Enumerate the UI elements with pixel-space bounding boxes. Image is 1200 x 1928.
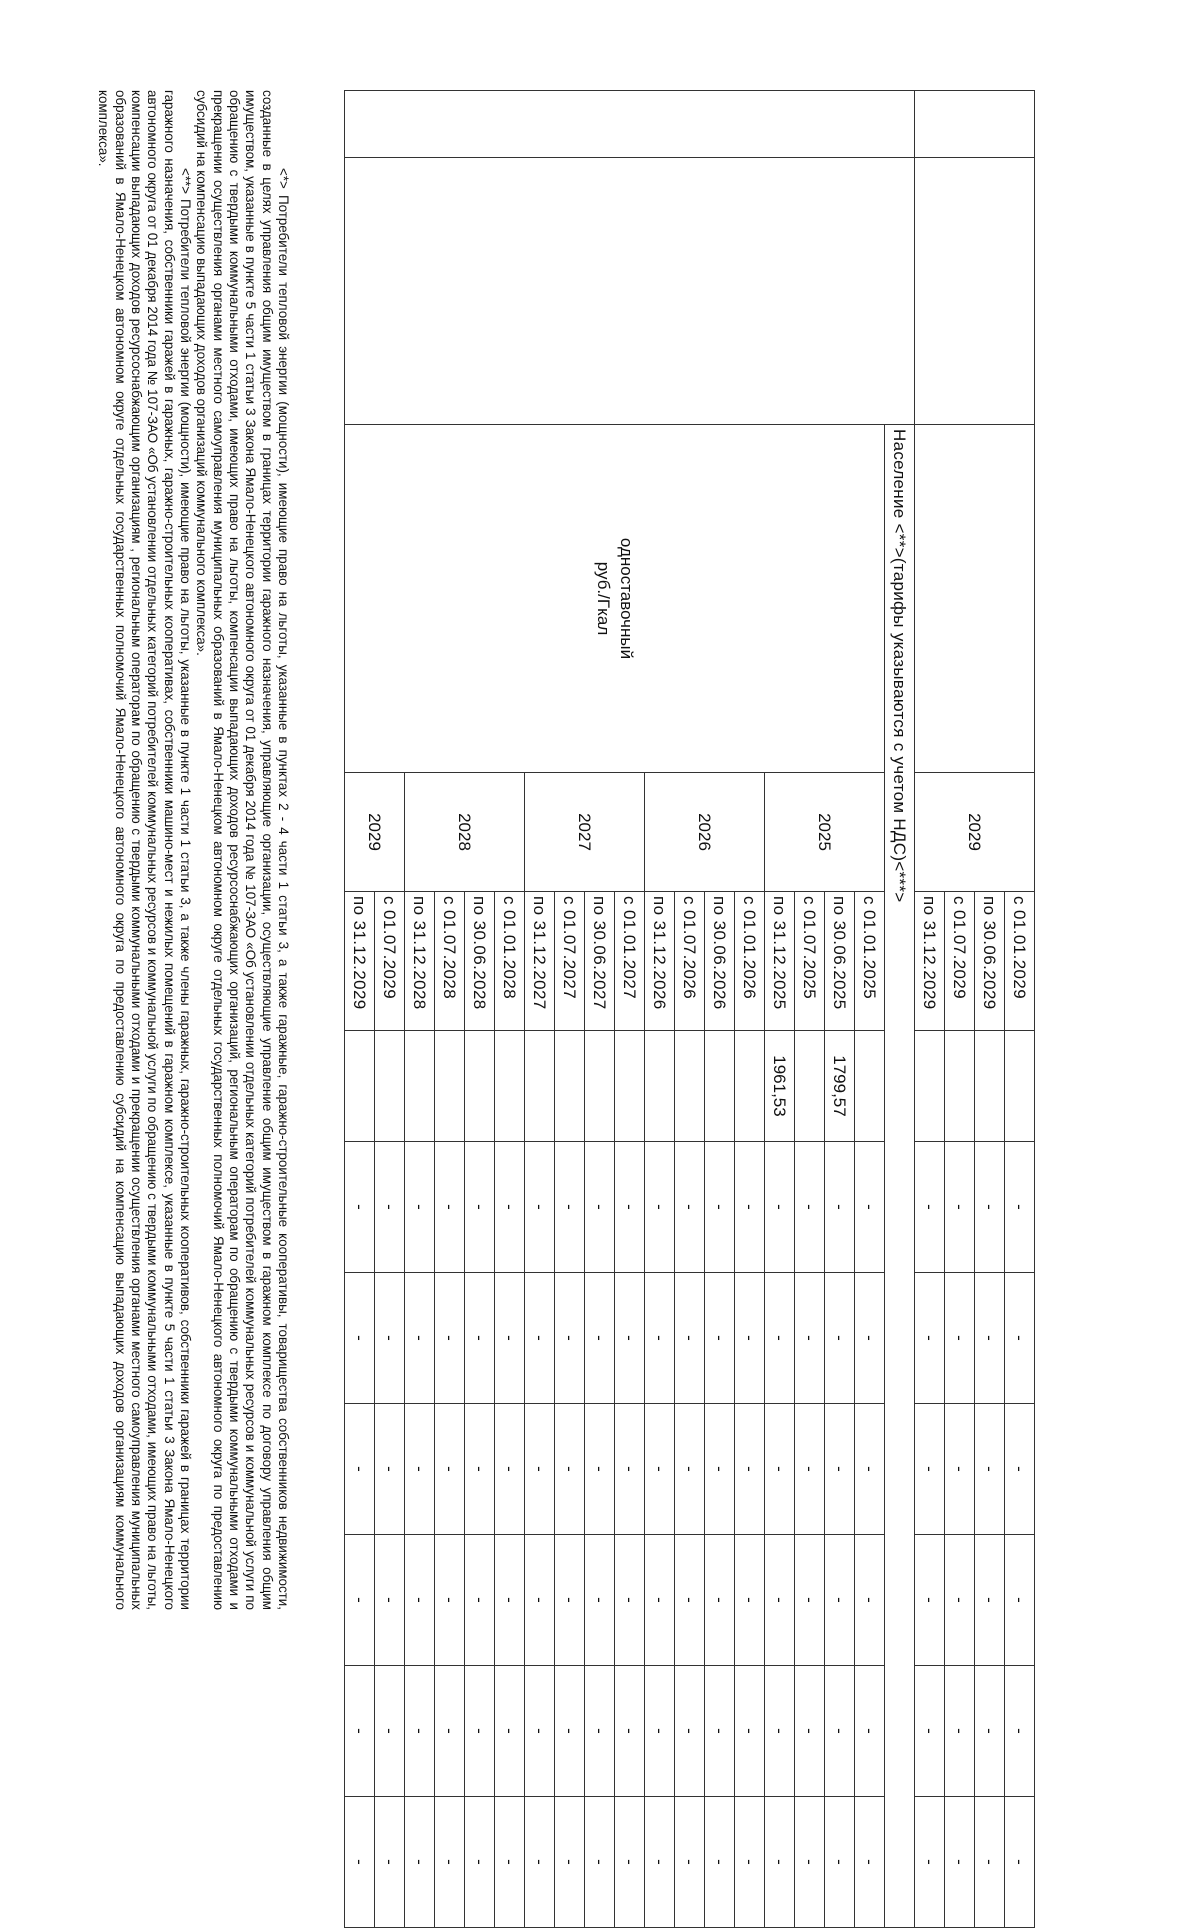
period-cell: с 01.07.2025: [795, 892, 825, 1031]
period-cell: по 30.06.2026: [705, 892, 735, 1031]
dash-cell: -: [915, 1273, 945, 1404]
dash-cell: -: [525, 1142, 555, 1273]
dash-cell: -: [345, 1666, 375, 1797]
value-cell: 1799,57: [825, 1031, 855, 1142]
blank-cell: [915, 158, 1035, 425]
dash-cell: -: [765, 1142, 795, 1273]
dash-cell: -: [765, 1404, 795, 1535]
dash-cell: -: [555, 1797, 585, 1928]
dash-cell: -: [765, 1797, 795, 1928]
dash-cell: -: [405, 1142, 435, 1273]
dash-cell: -: [435, 1142, 465, 1273]
dash-cell: -: [585, 1666, 615, 1797]
dash-cell: -: [645, 1535, 675, 1666]
footnotes: [95, 90, 291, 1610]
period-cell: по 31.12.2027: [525, 892, 555, 1031]
dash-cell: -: [375, 1535, 405, 1666]
section-row: [885, 91, 915, 1928]
dash-cell: -: [945, 1797, 975, 1928]
period-cell: с 01.01.2026: [735, 892, 765, 1031]
value-cell: [375, 1031, 405, 1142]
dash-cell: -: [825, 1273, 855, 1404]
dash-cell: -: [705, 1142, 735, 1273]
footnote-1: <*> Потребители тепловой энергии (мощности), имеющие право на льготы, указанные в пунктах 2 - 4 части 1 статьи 3, а также гаражные, гаражно-строительные кооперативы, товарищества собственников недвижимости, созданные в целях управления общим имуществом в границах территории гаражного назначения, управляющие организации, осуществляющие управление общим имуществом в гаражном комплексе по договору управления общим имуществом, указанные в пункте 5 части 1 статьи 3 Закона Ямало-Ненецкого автономного округа от 01 декабря 2014 года № 107-ЗАО «Об установлении отдельных категорий потребителей коммунальных ресурсов и коммунальной услуги по обращению с твердыми коммунальными отходами, имеющих право на льготы, компенсации выпадающих доходов ресурсоснабжающих организаций, региональным операторам по обращению с твердыми коммунальными отходами и прекращении осуществления органами местного самоуправления муниципальных образований в Ямало-Ненецком автономном округе отдельных государственных полномочий Ямало-Ненецкого автономного округа по предоставлению субсидий на компенсацию выпадающих доходов организаций коммунального комплекса».: [194, 90, 291, 1610]
dash-cell: -: [645, 1142, 675, 1273]
dash-cell: -: [795, 1404, 825, 1535]
year-cell: 2028: [405, 773, 525, 892]
dash-cell: -: [585, 1273, 615, 1404]
dash-cell: -: [915, 1666, 945, 1797]
dash-cell: -: [975, 1142, 1005, 1273]
dash-cell: -: [495, 1273, 525, 1404]
dash-cell: -: [915, 1535, 945, 1666]
period-cell: по 31.12.2028: [405, 892, 435, 1031]
year-cell: 2026: [645, 773, 765, 892]
period-cell: по 30.06.2028: [465, 892, 495, 1031]
blank-cell: [915, 425, 1035, 773]
dash-cell: -: [765, 1666, 795, 1797]
year-cell: 2029: [345, 773, 405, 892]
dash-cell: -: [825, 1404, 855, 1535]
dash-cell: -: [675, 1535, 705, 1666]
tariff-type: одноставочный: [616, 537, 636, 660]
dash-cell: -: [495, 1142, 525, 1273]
dash-cell: -: [525, 1666, 555, 1797]
dash-cell: -: [465, 1797, 495, 1928]
value-cell: 1961,53: [765, 1031, 795, 1142]
dash-cell: -: [345, 1797, 375, 1928]
dash-cell: -: [735, 1666, 765, 1797]
dash-cell: -: [555, 1142, 585, 1273]
dash-cell: -: [765, 1273, 795, 1404]
dash-cell: -: [525, 1535, 555, 1666]
dash-cell: -: [675, 1142, 705, 1273]
dash-cell: -: [405, 1273, 435, 1404]
table-row: [1005, 91, 1035, 1928]
dash-cell: -: [555, 1273, 585, 1404]
dash-cell: -: [1005, 1404, 1035, 1535]
dash-cell: -: [615, 1797, 645, 1928]
dash-cell: -: [855, 1273, 885, 1404]
period-cell: по 30.06.2025: [825, 892, 855, 1031]
dash-cell: -: [495, 1535, 525, 1666]
dash-cell: -: [945, 1142, 975, 1273]
dash-cell: -: [375, 1797, 405, 1928]
dash-cell: -: [915, 1797, 945, 1928]
period-cell: по 31.12.2025: [765, 892, 795, 1031]
tariff-unit: руб./Гкал: [594, 561, 614, 636]
dash-cell: -: [345, 1404, 375, 1535]
period-cell: с 01.07.2029: [945, 892, 975, 1031]
value-cell: [345, 1031, 375, 1142]
value-cell: [645, 1031, 675, 1142]
dash-cell: -: [585, 1535, 615, 1666]
period-cell: с 01.01.2029: [1005, 892, 1035, 1031]
year-cell: 2027: [525, 773, 645, 892]
value-cell: [435, 1031, 465, 1142]
dash-cell: -: [675, 1666, 705, 1797]
dash-cell: -: [675, 1797, 705, 1928]
dash-cell: -: [405, 1666, 435, 1797]
dash-cell: -: [945, 1273, 975, 1404]
dash-cell: -: [615, 1535, 645, 1666]
value-cell: [975, 1031, 1005, 1142]
year-cell: 2029: [915, 773, 1035, 892]
dash-cell: -: [465, 1404, 495, 1535]
tariff-type-cell: [345, 425, 885, 773]
dash-cell: -: [645, 1797, 675, 1928]
dash-cell: -: [405, 1404, 435, 1535]
dash-cell: -: [465, 1142, 495, 1273]
dash-cell: -: [855, 1666, 885, 1797]
value-cell: [675, 1031, 705, 1142]
dash-cell: -: [645, 1666, 675, 1797]
value-cell: [525, 1031, 555, 1142]
dash-cell: -: [945, 1666, 975, 1797]
dash-cell: -: [1005, 1797, 1035, 1928]
dash-cell: -: [435, 1404, 465, 1535]
dash-cell: -: [915, 1142, 945, 1273]
dash-cell: -: [825, 1797, 855, 1928]
dash-cell: -: [1005, 1273, 1035, 1404]
dash-cell: -: [795, 1535, 825, 1666]
period-cell: по 31.12.2029: [915, 892, 945, 1031]
value-cell: [555, 1031, 585, 1142]
period-cell: с 01.07.2027: [555, 892, 585, 1031]
dash-cell: -: [345, 1273, 375, 1404]
dash-cell: -: [585, 1404, 615, 1535]
dash-cell: -: [765, 1535, 795, 1666]
period-cell: по 31.12.2026: [645, 892, 675, 1031]
period-cell: с 01.01.2027: [615, 892, 645, 1031]
dash-cell: -: [705, 1404, 735, 1535]
dash-cell: -: [705, 1273, 735, 1404]
dash-cell: -: [975, 1273, 1005, 1404]
blank-cell: [345, 158, 915, 425]
dash-cell: -: [375, 1273, 405, 1404]
dash-cell: -: [975, 1535, 1005, 1666]
dash-cell: -: [735, 1404, 765, 1535]
period-cell: с 01.01.2028: [495, 892, 525, 1031]
dash-cell: -: [645, 1404, 675, 1535]
dash-cell: -: [375, 1666, 405, 1797]
dash-cell: -: [435, 1666, 465, 1797]
dash-cell: -: [525, 1404, 555, 1535]
dash-cell: -: [495, 1404, 525, 1535]
dash-cell: -: [855, 1404, 885, 1535]
dash-cell: -: [825, 1666, 855, 1797]
dash-cell: -: [1005, 1535, 1035, 1666]
rotated-page: [35, 90, 1035, 1865]
dash-cell: -: [975, 1404, 1005, 1535]
dash-cell: -: [465, 1666, 495, 1797]
dash-cell: -: [705, 1666, 735, 1797]
period-cell: по 30.06.2029: [975, 892, 1005, 1031]
footnote-2: <**> Потребители тепловой энергии (мощности), имеющие право на льготы, указанные в пункте 1 части 1 статьи 3, а также члены гаражных, гаражно-строительных кооперативов, собственники гаражей в границах территории гаражного назначения, собственники гаражей в гаражных, гаражно-строительных кооперативах, собственники машино-мест и нежилых помещений в гаражном комплексе, указанные в пункте 5 части 1 статьи 3 Закона Ямало-Ненецкого автономного округа от 01 декабря 2014 года № 107-ЗАО «Об установлении отдельных категорий потребителей коммунальных ресурсов и коммунальной услуги по обращению с твердыми коммунальными отходами, имеющих право на льготы, компенсации выпадающих доходов ресурсоснабжающим организациям , региональным операторам по обращению с твердыми коммунальными отходами и прекращении осуществления органами местного самоуправления муниципальных образований в Ямало-Ненецком автономном округе отдельных государственных полномочий Ямало-Ненецкого автономного округа по предоставлению субсидий на компенсацию выпадающих доходов организациям коммунального комплекса».: [96, 90, 193, 1610]
value-cell: [705, 1031, 735, 1142]
dash-cell: -: [735, 1142, 765, 1273]
dash-cell: -: [645, 1273, 675, 1404]
section-header: Население <**>(тарифы указываются с учетом НДС)<***>: [885, 425, 915, 1928]
dash-cell: -: [735, 1273, 765, 1404]
value-cell: [495, 1031, 525, 1142]
dash-cell: -: [615, 1666, 645, 1797]
dash-cell: -: [675, 1404, 705, 1535]
dash-cell: -: [855, 1142, 885, 1273]
dash-cell: -: [495, 1666, 525, 1797]
dash-cell: -: [615, 1404, 645, 1535]
dash-cell: -: [735, 1797, 765, 1928]
dash-cell: -: [585, 1142, 615, 1273]
dash-cell: -: [795, 1797, 825, 1928]
value-cell: [735, 1031, 765, 1142]
dash-cell: -: [555, 1404, 585, 1535]
dash-cell: -: [735, 1535, 765, 1666]
value-cell: [585, 1031, 615, 1142]
dash-cell: -: [705, 1797, 735, 1928]
period-cell: по 31.12.2029: [345, 892, 375, 1031]
dash-cell: -: [795, 1273, 825, 1404]
dash-cell: -: [915, 1404, 945, 1535]
period-cell: с 01.07.2029: [375, 892, 405, 1031]
dash-cell: -: [525, 1797, 555, 1928]
year-cell: 2025: [765, 773, 885, 892]
dash-cell: -: [825, 1142, 855, 1273]
value-cell: [615, 1031, 645, 1142]
dash-cell: -: [495, 1797, 525, 1928]
period-cell: по 30.06.2027: [585, 892, 615, 1031]
dash-cell: -: [405, 1535, 435, 1666]
value-cell: [855, 1031, 885, 1142]
value-cell: [1005, 1031, 1035, 1142]
value-cell: [795, 1031, 825, 1142]
dash-cell: -: [825, 1535, 855, 1666]
dash-cell: -: [405, 1797, 435, 1928]
dash-cell: -: [375, 1142, 405, 1273]
period-cell: с 01.01.2025: [855, 892, 885, 1031]
dash-cell: -: [855, 1797, 885, 1928]
value-cell: [405, 1031, 435, 1142]
value-cell: [915, 1031, 945, 1142]
blank-cell: [345, 91, 915, 158]
dash-cell: -: [945, 1535, 975, 1666]
dash-cell: -: [345, 1142, 375, 1273]
dash-cell: -: [555, 1535, 585, 1666]
dash-cell: -: [435, 1273, 465, 1404]
dash-cell: -: [435, 1797, 465, 1928]
dash-cell: -: [555, 1666, 585, 1797]
dash-cell: -: [345, 1535, 375, 1666]
blank-cell: [915, 91, 1035, 158]
dash-cell: -: [975, 1666, 1005, 1797]
dash-cell: -: [585, 1797, 615, 1928]
dash-cell: -: [945, 1404, 975, 1535]
dash-cell: -: [525, 1273, 555, 1404]
dash-cell: -: [675, 1273, 705, 1404]
dash-cell: -: [465, 1273, 495, 1404]
dash-cell: -: [435, 1535, 465, 1666]
dash-cell: -: [615, 1273, 645, 1404]
period-cell: с 01.07.2028: [435, 892, 465, 1031]
period-cell: с 01.07.2026: [675, 892, 705, 1031]
dash-cell: -: [1005, 1142, 1035, 1273]
dash-cell: -: [1005, 1666, 1035, 1797]
dash-cell: -: [855, 1535, 885, 1666]
dash-cell: -: [795, 1666, 825, 1797]
tariff-table: [344, 90, 1035, 1928]
dash-cell: -: [465, 1535, 495, 1666]
dash-cell: -: [615, 1142, 645, 1273]
value-cell: [465, 1031, 495, 1142]
dash-cell: -: [375, 1404, 405, 1535]
dash-cell: -: [705, 1535, 735, 1666]
dash-cell: -: [975, 1797, 1005, 1928]
dash-cell: -: [795, 1142, 825, 1273]
value-cell: [945, 1031, 975, 1142]
